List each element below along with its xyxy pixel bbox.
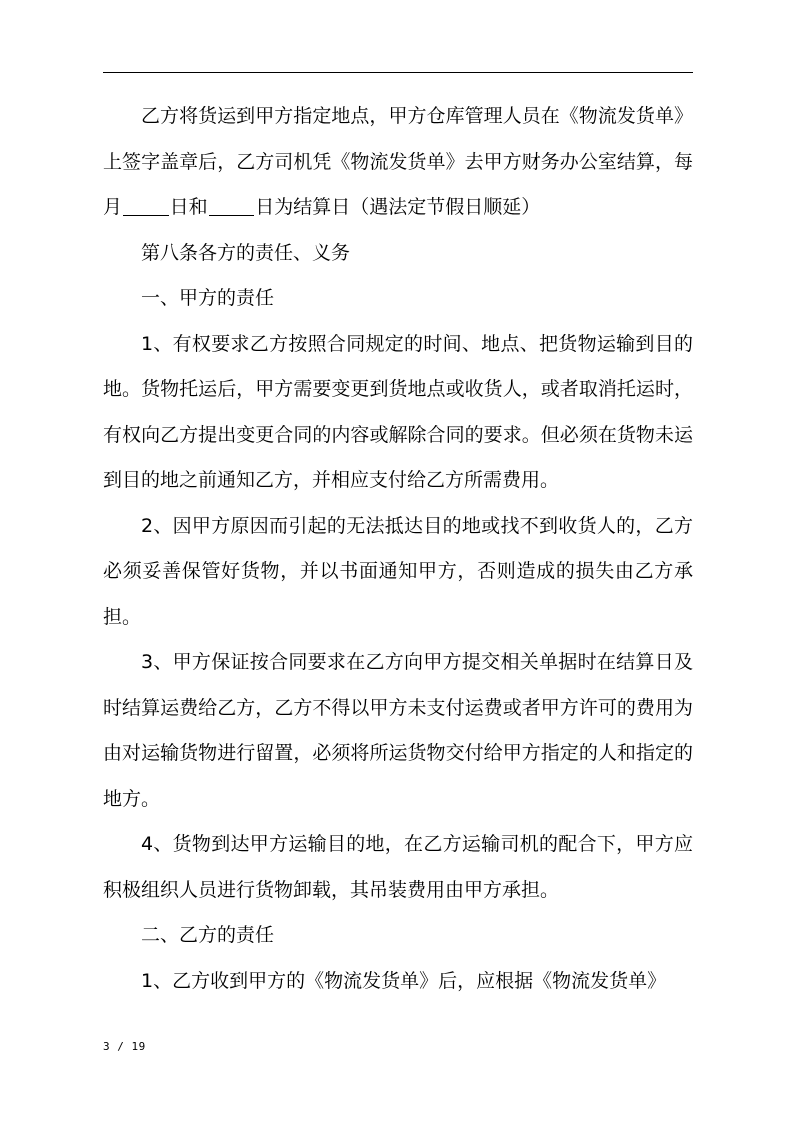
paragraph-settlement [103, 94, 693, 231]
paragraph-settlement-text-1: 乙方将货运到甲方指定地点，甲方仓库管理人员在《物流发货单》上签字盖章后，乙方司机凭《物流发货单》去甲方财务办公室结算，每月 [103, 105, 693, 218]
document-body [103, 94, 693, 1004]
article-8-heading: 第八条各方的责任、义务 [141, 241, 351, 264]
party-a-clause-3: 3、甲方保证按合同要求在乙方向甲方提交相关单据时在结算日及时结算运费给乙方，乙方不得以甲方未支付运费或者甲方许可的费用为由对运输货物进行留置，必须将所运货物交付给甲方指定的人和指定的地方。 [103, 651, 693, 810]
blank-field-first-day [123, 196, 169, 216]
section-party-b-heading: 二、乙方的责任 [141, 924, 275, 946]
party-a-clause-2: 2、因甲方原因而引起的无法抵达目的地或找不到收货人的，乙方必须妥善保管好货物，并以书面通知甲方，否则造成的损失由乙方承担。 [103, 514, 693, 628]
party-a-clause-1: 1、有权要求乙方按照合同规定的时间、地点、把货物运输到目的地。货物托运后，甲方需要变更到货地点或收货人，或者取消托运时，有权向乙方提出变更合同的内容或解除合同的要求。但必须在货物未运到目的地之前通知乙方，并相应支付给乙方所需费用。 [103, 332, 693, 491]
paragraph-settlement-text-2: 日和 [169, 196, 208, 218]
page-number: 3 / 19 [103, 1040, 146, 1053]
party-b-clause-1: 1、乙方收到甲方的《物流发货单》后，应根据《物流发货单》 [141, 969, 667, 992]
party-a-clause-4: 4、货物到达甲方运输目的地，在乙方运输司机的配合下，甲方应积极组织人员进行货物卸载，其吊装费用由甲方承担。 [103, 833, 693, 901]
blank-field-second-day [209, 196, 255, 216]
section-party-a-heading: 一、甲方的责任 [141, 287, 275, 309]
header-rule [103, 72, 693, 73]
paragraph-settlement-text-3: 日为结算日（遇法定节假日顺延） [255, 196, 541, 218]
